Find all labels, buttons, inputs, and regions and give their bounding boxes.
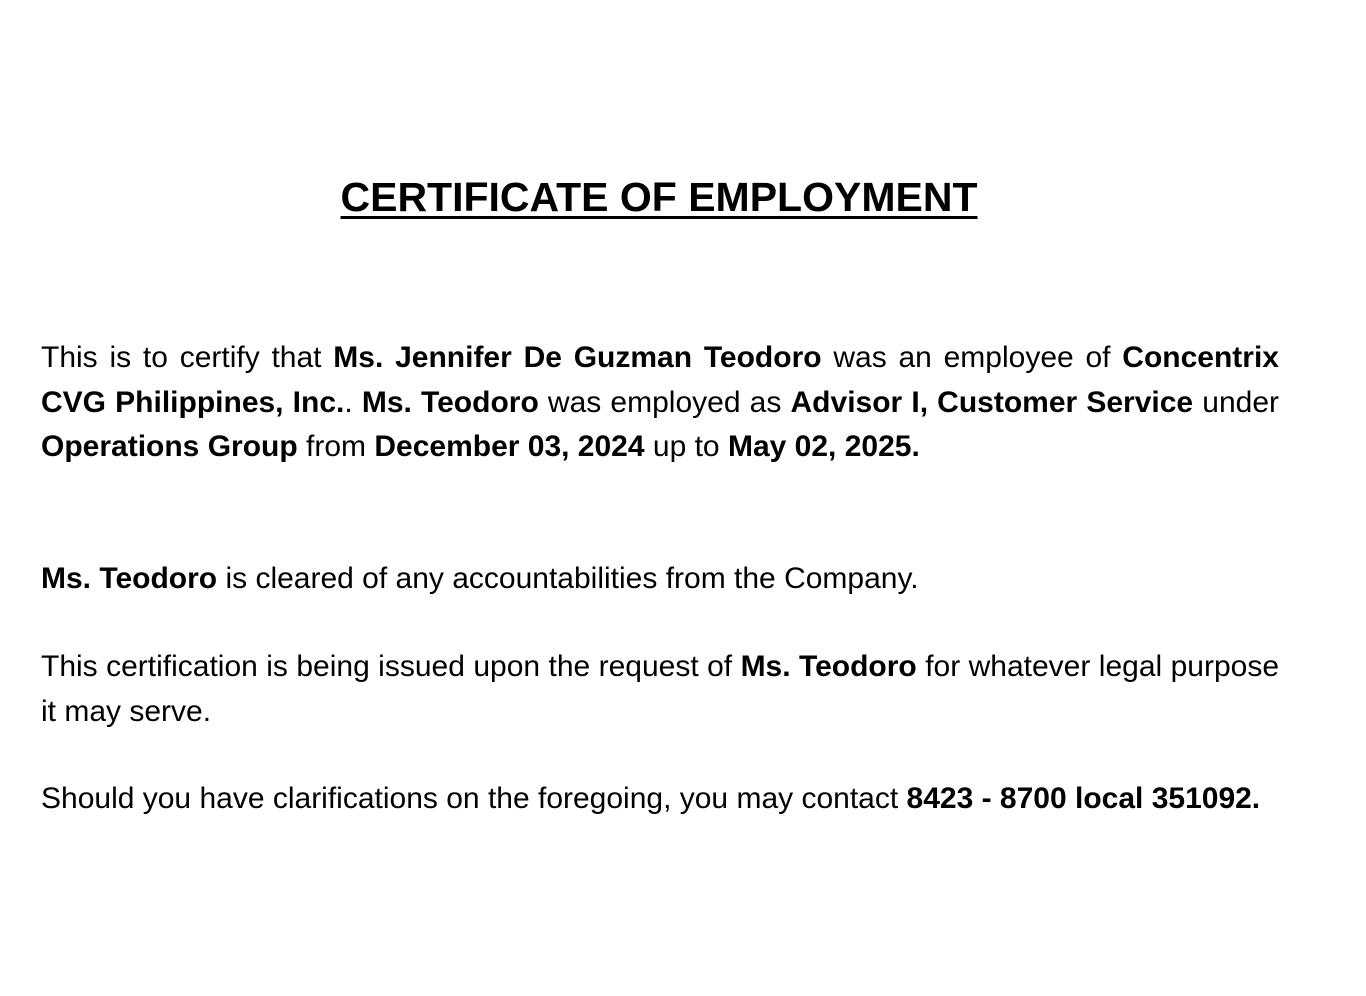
contact-number: 8423 - 8700 local 351092.	[906, 782, 1261, 815]
company-name: Concentrix CVG Philippines, Inc.	[41, 341, 1279, 419]
start-date: December 03, 2024	[374, 430, 645, 463]
para1-text-7: up to	[644, 430, 728, 463]
paragraph-clearance	[41, 557, 1301, 602]
para1-text-3: .	[344, 385, 362, 419]
paragraph-employment-details	[41, 336, 1279, 470]
employee-short-name: Ms. Teodoro	[41, 562, 218, 595]
para1-text-1: This is to certify that	[41, 341, 334, 374]
employee-short-name: Ms. Teodoro	[361, 385, 539, 419]
employee-full-name: Ms. Jennifer De Guzman Teodoro	[333, 341, 822, 374]
para4-text-1: Should you have clarifications on the foregoing, you may contact	[41, 782, 907, 815]
paragraph-contact	[41, 777, 1303, 822]
department-group: Operations Group	[41, 430, 298, 463]
para1-text-4: was employed as	[538, 385, 791, 419]
para3-text-1: This certification is being issued upon the request of	[41, 650, 741, 683]
job-position: Advisor I, Customer Service	[790, 385, 1194, 419]
para1-text-5: under	[1193, 385, 1280, 419]
document-title	[0, 172, 1318, 222]
paragraph-purpose	[41, 645, 1279, 734]
para2-text: is cleared of any accountabilities from the Company.	[217, 562, 919, 595]
para1-text-2: was an employee of	[821, 341, 1123, 374]
end-date: May 02, 2025.	[727, 430, 920, 463]
document-title-text: CERTIFICATE OF EMPLOYMENT	[340, 174, 978, 220]
employee-short-name: Ms. Teodoro	[740, 650, 917, 683]
para1-text-6: from	[297, 430, 375, 463]
para3-text-2: for whatever legal purpose it may serve.	[41, 650, 1280, 728]
